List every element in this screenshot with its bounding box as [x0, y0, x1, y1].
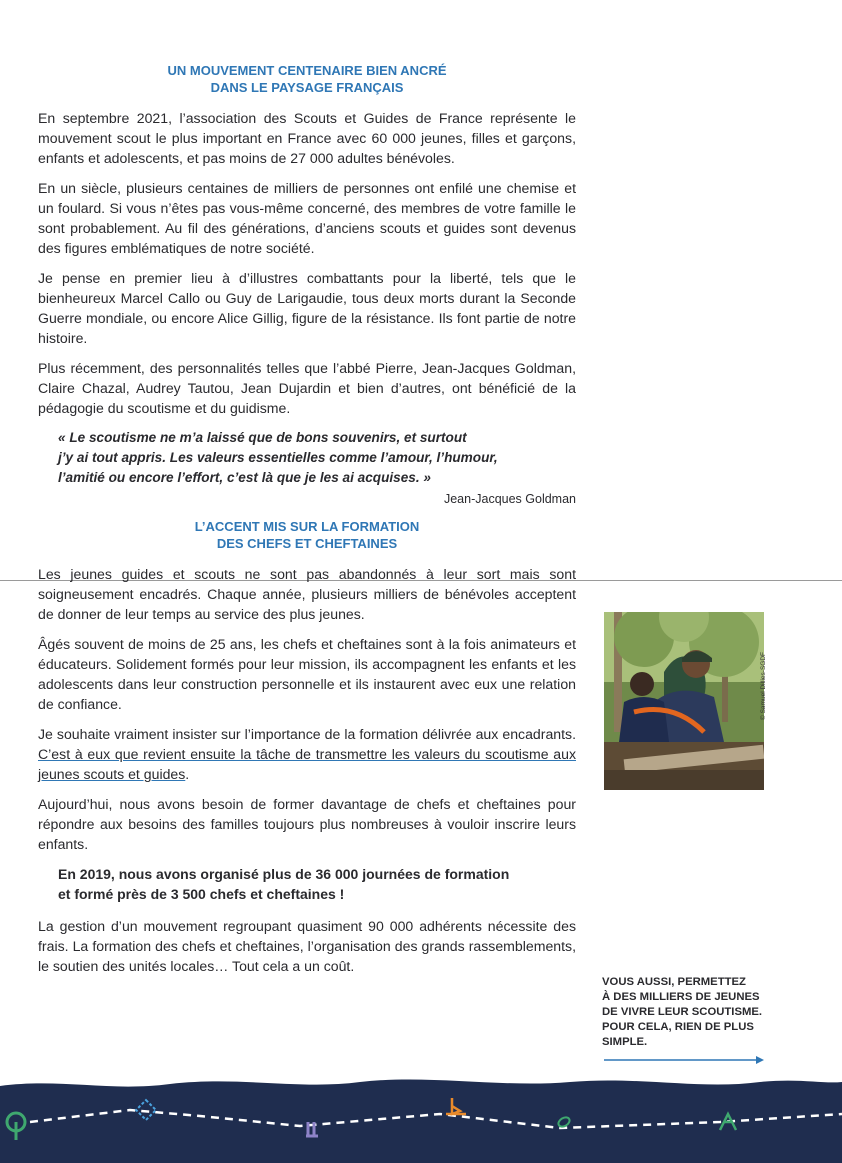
quote-line: j’y ai tout appris. Les valeurs essentielles comme l’amour, l’humour, [58, 450, 498, 465]
paragraph: Plus récemment, des personnalités telles que l’abbé Pierre, Jean-Jacques Goldman, Claire Chazal, Audrey Tautou, Jean Dujardin et bien d’autres, ont bénéficié de la pédagogie du scoutisme et du guidisme. [38, 360, 576, 416]
quote-author: Jean-Jacques Goldman [443, 492, 576, 506]
footer-trail-banner [0, 1070, 842, 1163]
paragraph: Aujourd’hui, nous avons besoin de former davantage de chefs et cheftaines pour répondre aux besoins des familles toujours plus nombreuses à vouloir inscrire leurs enfants. [38, 796, 576, 852]
paragraph: Âgés souvent de moins de 25 ans, les chefs et cheftaines sont à la fois animateurs et éducateurs. Solidement formés pour leur mission, ils accompagnent les enfants et les adolescents dans leur construction personnelle et ils instaurent avec eux une relation de confiance. [38, 636, 576, 712]
training-stats-highlight [58, 864, 576, 904]
paragraph: Les jeunes guides et scouts ne sont pas abandonnés à leur sort mais sont soigneusement encadrés. Chaque année, plusieurs milliers de bénévoles acceptent de donner de leur temps au service des plus jeunes. [38, 566, 576, 622]
section-heading-centenary [38, 62, 576, 96]
paragraph-text: . [185, 766, 190, 782]
paragraph: En un siècle, plusieurs centaines de milliers de personnes ont enfilé une chemise et un foulard. Si vous n’êtes pas vous-même concerné, des membres de votre famille le sont probablement. Au fil des générations, d’anciens scouts et guides sont devenus des figures emblématiques de notre société. [38, 180, 576, 256]
heading-line: DES CHEFS ET CHEFTAINES [216, 536, 398, 551]
photo-illustration [604, 612, 764, 790]
cta-line: À DES MILLIERS DE JEUNES [602, 991, 760, 1003]
underlined-statement: C’est à eux que revient ensuite la tâche de transmettre les valeurs du scoutisme aux jeunes scouts et guides [38, 746, 576, 782]
goldman-quote [58, 428, 576, 488]
scouts-woodwork-photo [604, 612, 764, 790]
paragraph: En septembre 2021, l’association des Scouts et Guides de France représente le mouvement scout le plus important en France avec 60 000 jeunes, filles et garçons, enfants et adolescents, et pas moins de 27 000 adultes bénévoles. [38, 110, 576, 166]
highlight-line: En 2019, nous avons organisé plus de 36 000 journées de formation [58, 866, 510, 882]
quote-line: « Le scoutisme ne m’a laissé que de bons souvenirs, et surtout [58, 430, 467, 445]
photo-credit: © Samuel Dillies-SGDF [760, 652, 767, 720]
paragraph-text: Je souhaite vraiment insister sur l’importance de la formation délivrée aux encadrants. [38, 726, 576, 742]
arrow-right-icon [604, 1054, 764, 1066]
call-to-action [602, 975, 772, 1050]
cta-line: DE VIVRE LEUR SCOUTISME. [602, 1006, 763, 1018]
section-heading-training [38, 518, 576, 552]
heading-line: UN MOUVEMENT CENTENAIRE BIEN ANCRÉ [167, 63, 447, 78]
highlight-line: et formé près de 3 500 chefs et cheftaines ! [58, 886, 345, 902]
paragraph: La gestion d’un mouvement regroupant quasiment 90 000 adhérents nécessite des frais. La formation des chefs et cheftaines, l’organisation des grands rassemblements, le soutien des unités locales… Tout cela a un coût. [38, 918, 576, 974]
cta-line: POUR CELA, RIEN DE PLUS [602, 1021, 754, 1033]
paragraph: Je pense en premier lieu à d’illustres combattants pour la liberté, tels que le bienheureux Marcel Callo ou Guy de Larigaudie, tous deux morts durant la Seconde Guerre mondiale, ou encore Alice Gillig, figure de la résistance. Ils font partie de notre histoire. [38, 270, 576, 346]
cta-line: SIMPLE. [602, 1036, 648, 1048]
heading-line: L’ACCENT MIS SUR LA FORMATION [194, 519, 420, 534]
cta-line: VOUS AUSSI, PERMETTEZ [602, 976, 746, 988]
main-column [38, 62, 576, 986]
heading-line: DANS LE PAYSAGE FRANÇAIS [210, 80, 404, 95]
paragraph-with-emphasis [38, 724, 576, 784]
quote-line: l’amitié ou encore l’effort, c’est là que je les ai acquises. » [58, 470, 431, 485]
